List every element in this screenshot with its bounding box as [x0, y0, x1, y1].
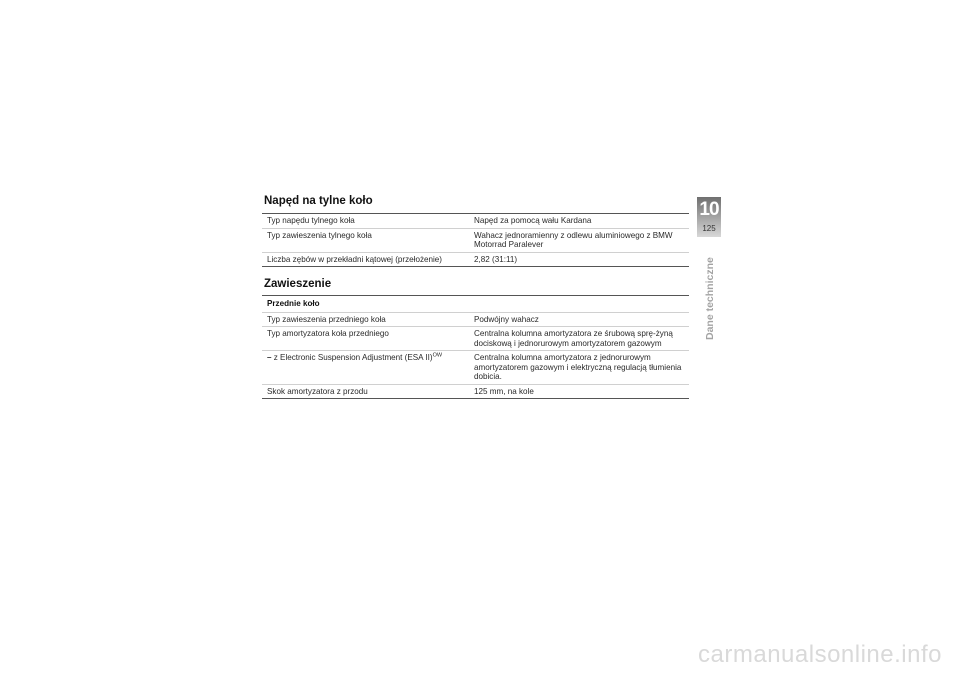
spec-label: Skok amortyzatora z przodu	[262, 384, 469, 399]
table-subheading-row	[262, 296, 689, 313]
spec-label: Typ zawieszenia tylnego koła	[262, 228, 469, 252]
table-row	[262, 312, 689, 327]
chapter-tab	[697, 197, 721, 237]
table-row	[262, 214, 689, 229]
table-row	[262, 252, 689, 267]
chapter-number: 10	[699, 199, 719, 220]
spec-value: 125 mm, na kole	[469, 384, 689, 399]
subheading: Przednie koło	[262, 296, 689, 313]
spec-value: Podwójny wahacz	[469, 312, 689, 327]
section-suspension	[262, 278, 689, 399]
dash-bullet: –	[267, 353, 272, 362]
spec-value: Napęd za pomocą wału Kardana	[469, 214, 689, 229]
table-row	[262, 327, 689, 351]
spec-label: Typ napędu tylnego koła	[262, 214, 469, 229]
spec-table-rear-drive	[262, 213, 689, 267]
section-rear-drive	[262, 195, 689, 267]
section-title: Zawieszenie	[264, 278, 332, 290]
table-row	[262, 351, 689, 385]
spec-value: 2,82 (31:11)	[469, 252, 689, 267]
section-title: Napęd na tylne koło	[264, 195, 373, 207]
option-superscript: OW	[432, 352, 443, 359]
spec-value: Centralna kolumna amortyzatora ze śrubową sprę-żyną dociskową i jednorurowym amortyzatorem gazowym	[469, 327, 689, 351]
watermark: carmanualsonline.info	[698, 641, 942, 668]
table-row	[262, 228, 689, 252]
spec-label: Liczba zębów w przekładni kątowej (przełożenie)	[262, 252, 469, 267]
spec-label: Typ amortyzatora koła przedniego	[262, 327, 469, 351]
table-row	[262, 384, 689, 399]
spec-label-option	[262, 351, 469, 385]
spec-table-suspension	[262, 295, 689, 399]
spec-label: Typ zawieszenia przedniego koła	[262, 312, 469, 327]
spec-value: Centralna kolumna amortyzatora z jednorurowym amortyzatorem gazowym i elektryczną regulacją tłumienia dobicia.	[469, 351, 689, 385]
spec-content	[262, 195, 689, 399]
spec-value: Wahacz jednoramienny z odlewu aluminiowego z BMW Motorrad Paralever	[469, 228, 689, 252]
option-label: z Electronic Suspension Adjustment (ESA II)	[273, 353, 433, 362]
chapter-title-vertical: Dane techniczne	[704, 257, 716, 340]
page-number: 125	[702, 224, 716, 233]
